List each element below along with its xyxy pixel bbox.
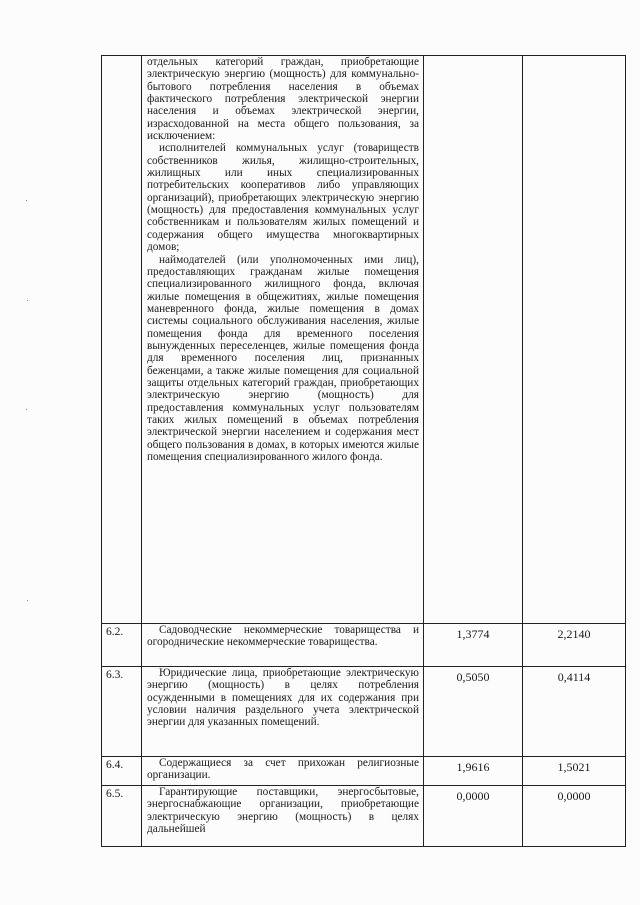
paragraph: отдельных категорий граждан, приобретающие электрическую энергию (мощность) для коммунально-бытового потребления населения в объемах фактического потребления электрической энергии населения и объемах электрической энергии, израсходованной на места общего пользования, за исключением:: [147, 56, 419, 143]
table-row: [102, 624, 626, 667]
value-1: 1,3774: [424, 624, 523, 667]
scan-speck: [27, 300, 28, 301]
value-1: 1,9616: [424, 757, 523, 786]
description-cell: [142, 757, 424, 786]
value-1: 0,5050: [424, 667, 523, 757]
tariff-table: [101, 55, 626, 847]
table-row: [102, 786, 626, 847]
row-description: Гарантирующие поставщики, энергосбытовые, энергоснабжающие организации, приобретающие электрическую энергию (мощность) в целях дальнейшей: [147, 786, 419, 836]
value-1: 0,0000: [424, 786, 523, 847]
description-cell: [142, 624, 424, 667]
value-2: 0,0000: [523, 786, 626, 847]
row-description: Юридические лица, приобретающие электрическую энергию (мощность) в целях потребления осужденными в помещениях для их содержания при условии наличия раздельного учета электрической энергии для указанных помещений.: [147, 667, 419, 729]
value-2: 0,4114: [523, 667, 626, 757]
value-2: 2,2140: [523, 624, 626, 667]
paragraph: исполнителей коммунальных услуг (товариществ собственников жилья, жилищно-строительных, жилищных или иных специализированных потребительских кооперативов либо управляющих организаций), приобретающих электрическую энергию (мощность) для предоставления коммунальных услуг собственникам и пользователям жилых помещений и содержания общего имущества многоквартирных домов;: [147, 142, 419, 254]
row-number: 6.2.: [102, 624, 142, 667]
scan-speck: [27, 600, 28, 601]
value-cell: [424, 56, 523, 624]
scan-speck: [26, 409, 27, 410]
table-row: [102, 667, 626, 757]
row-number: 6.3.: [102, 667, 142, 757]
value-2: 1,5021: [523, 757, 626, 786]
description-cell: [142, 786, 424, 847]
description-cell: [142, 56, 424, 624]
row-description: Содержащиеся за счет прихожан религиозные организации.: [147, 757, 419, 782]
row-number: 6.5.: [102, 786, 142, 847]
table-row: [102, 757, 626, 786]
row-number: 6.4.: [102, 757, 142, 786]
paragraph: наймодателей (или уполномоченных ими лиц), предоставляющих гражданам жилые помещения специализированного жилищного фонда, включая жилые помещения в общежитиях, жилые помещения маневренного фонда, жилые помещения в домах системы социального обслуживания населения, жилые помещения фонда для временного поселения вынужденных переселенцев, жилые помещения фонда для временного поселения лиц, признанных беженцами, а также жилые помещения для социальной защиты отдельных категорий граждан, приобретающих электрическую энергию (мощность) для предоставления коммунальных услуг пользователям таких жилых помещений в объемах потребления электрической энергии населением и содержания мест общего пользования в домах, в которых имеются жилые помещения специализированного жилого фонда.: [147, 253, 419, 463]
row-description: Садоводческие некоммерческие товарищества и огороднические некоммерческие товарищества.: [147, 624, 419, 649]
row-number-cell: [102, 56, 142, 624]
table-row: [102, 56, 626, 624]
value-cell: [523, 56, 626, 624]
scan-speck: [26, 200, 27, 201]
description-cell: [142, 667, 424, 757]
